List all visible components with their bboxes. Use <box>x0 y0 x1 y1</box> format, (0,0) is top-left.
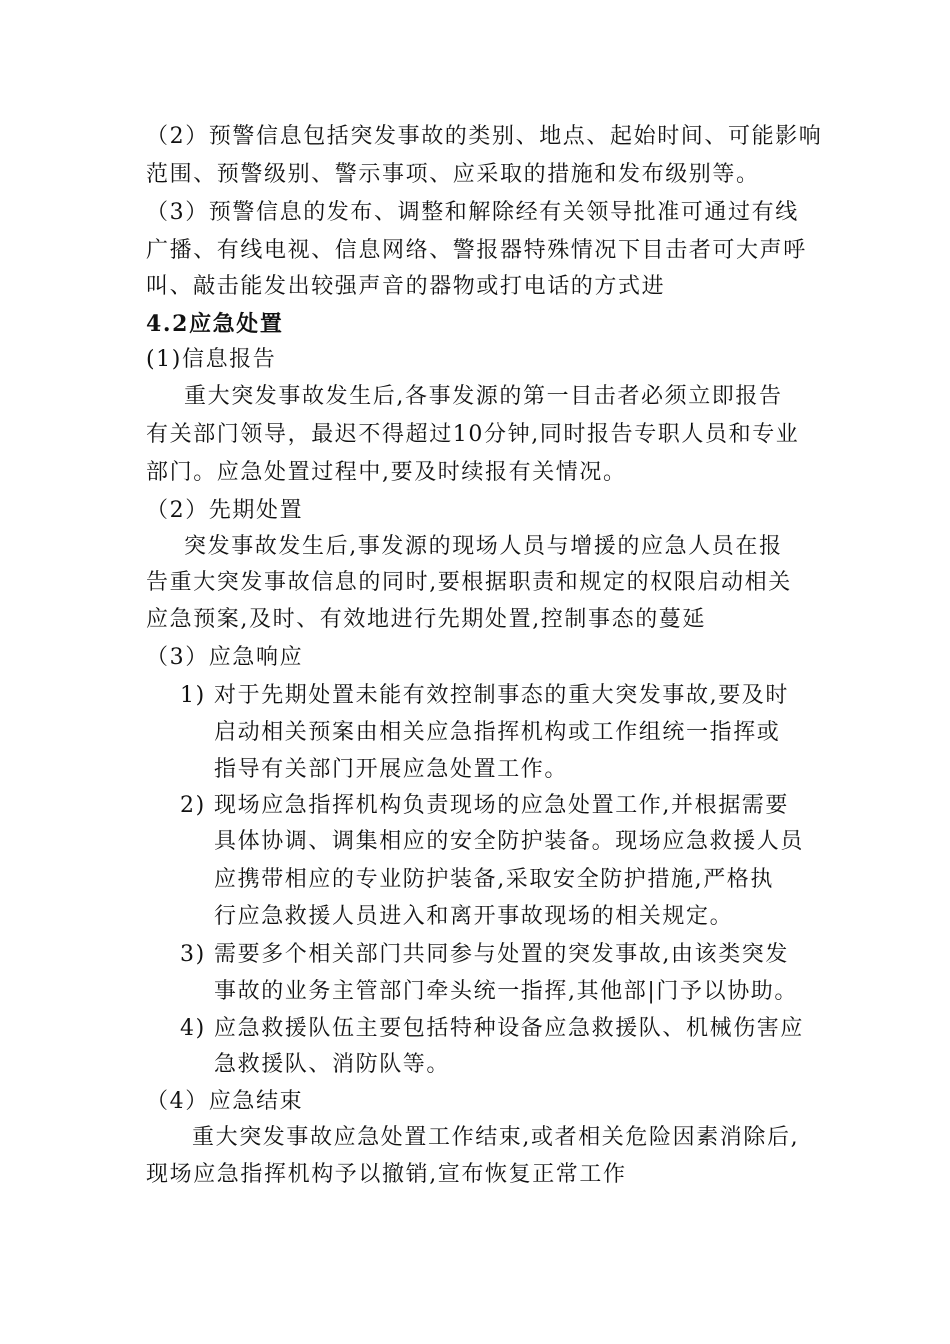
warning-item-2-line-1: （2）预警信息包括突发事故的类别、地点、起始时间、可能影响 <box>146 124 823 149</box>
response-item-3-line-1: 需要多个相关部门共同参与处置的突发事故,由该类突发 <box>214 942 789 967</box>
warning-item-3-line-3: 叫、敲击能发出较强声音的器物或打电话的方式进 <box>146 274 666 299</box>
warning-item-3-line-2: 广播、有线电视、信息网络、警报器特殊情况下目击者可大声呼 <box>146 238 807 263</box>
response-item-2-line-2: 具体协调、调集相应的安全防护装备。现场应急救援人员 <box>214 829 805 854</box>
info-report-line-2: 有关部门领导，最迟不得超过10分钟,同时报告专职人员和专业 <box>146 422 800 447</box>
response-item-2-number: 2) <box>180 793 206 818</box>
emergency-response-title: （3）应急响应 <box>146 645 304 670</box>
early-response-line-1: 突发事故发生后,事发源的现场人员与增援的应急人员在报 <box>184 534 783 559</box>
section-title: 4.2应急处置 <box>146 311 284 337</box>
response-item-2-line-4: 行应急救援人员进入和离开事故现场的相关规定。 <box>214 904 734 929</box>
info-report-line-1: 重大突发事故发生后,各事发源的第一目击者必须立即报告 <box>184 384 783 409</box>
info-report-line-3: 部门。应急处置过程中,要及时续报有关情况。 <box>146 460 627 485</box>
response-item-1-line-3: 指导有关部门开展应急处置工作。 <box>214 757 569 782</box>
response-end-line-2: 现场应急指挥机构予以撤销,宣布恢复正常工作 <box>146 1162 627 1187</box>
response-item-1-line-2: 启动相关预案由相关应急指挥机构或工作组统一指挥或 <box>214 720 781 745</box>
response-item-4-number: 4) <box>180 1016 206 1041</box>
response-item-4-line-1: 应急救援队伍主要包括特种设备应急救援队、机械伤害应 <box>214 1016 805 1041</box>
early-response-line-3: 应急预案,及时、有效地进行先期处置,控制事态的蔓延 <box>146 607 706 632</box>
response-end-title: （4）应急结束 <box>146 1089 304 1114</box>
early-response-line-2: 告重大突发事故信息的同时,要根据职责和规定的权限启动相关 <box>146 570 792 595</box>
response-item-3-number: 3) <box>180 942 206 967</box>
response-item-3-line-2: 事故的业务主管部门牵头统一指挥,其他部|门予以协助。 <box>214 979 799 1004</box>
response-item-1-number: 1) <box>180 683 206 708</box>
warning-item-2-line-2: 范围、预警级别、警示事项、应采取的措施和发布级别等。 <box>146 162 760 187</box>
warning-item-3-line-1: （3）预警信息的发布、调整和解除经有关领导批准可通过有线 <box>146 200 799 225</box>
response-end-line-1: 重大突发事故应急处置工作结束,或者相关危险因素消除后, <box>192 1125 800 1150</box>
response-item-2-line-3: 应携带相应的专业防护装备,采取安全防护措施,严格执 <box>214 867 774 892</box>
early-response-title: （2）先期处置 <box>146 498 304 523</box>
response-item-4-line-2: 急救援队、消防队等。 <box>214 1052 451 1077</box>
response-item-1-line-1: 对于先期处置未能有效控制事态的重大突发事故,要及时 <box>214 683 789 708</box>
response-item-2-line-1: 现场应急指挥机构负责现场的应急处置工作,并根据需要 <box>214 793 789 818</box>
info-report-title: (1)信息报告 <box>146 347 277 372</box>
